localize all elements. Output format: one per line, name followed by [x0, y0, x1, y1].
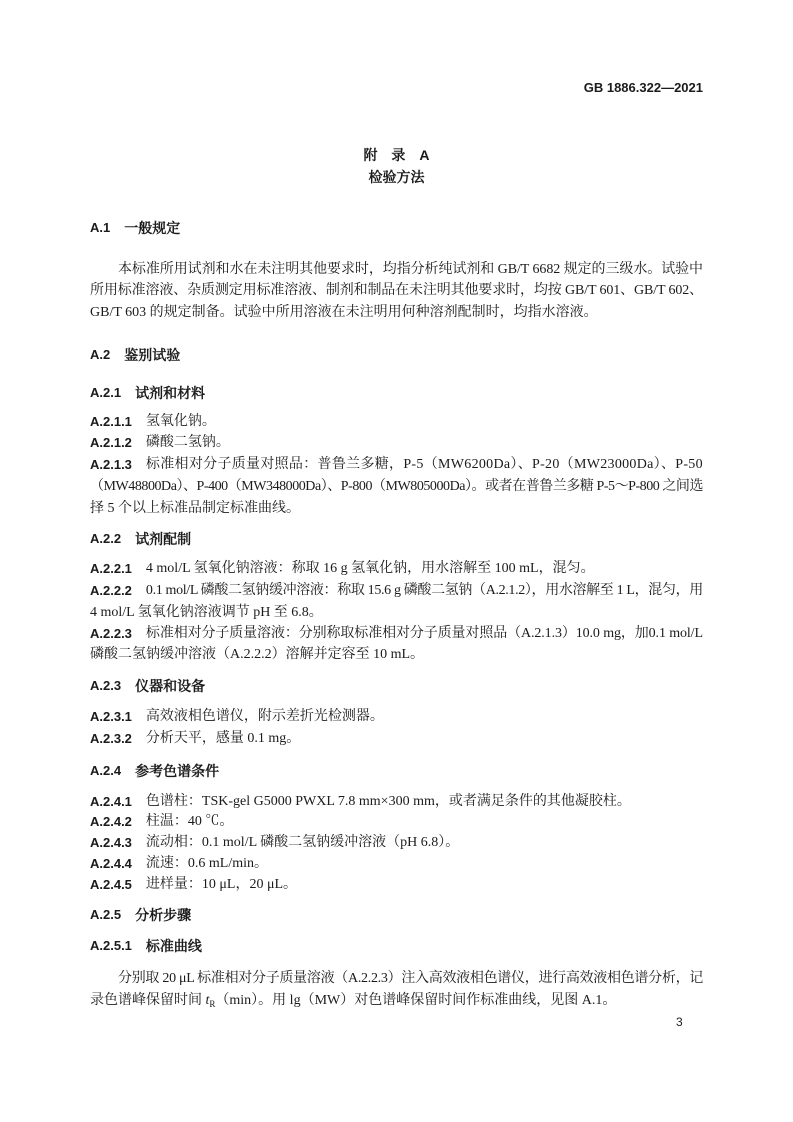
clause-a2-1-3: [90, 455, 703, 475]
clause-continuation-line: [90, 477, 703, 497]
text-segment: （min）。用 lg（MW）对色谱峰保留时间作标准曲线，见图 A.1。: [215, 993, 617, 1008]
clause-a2-2-3: [90, 624, 703, 644]
paragraph-line: [90, 303, 703, 323]
section-number: A.2.5.1: [90, 938, 132, 953]
clause-text: 流速：0.6 mL/min。: [145, 856, 269, 871]
section-heading-a2-4: [90, 761, 703, 781]
section-title: 一般规定: [124, 220, 181, 236]
standard-number: GB 1886.322—2021: [583, 80, 703, 95]
section-number: A.2.4: [90, 763, 122, 778]
clause-text: 氢氧化钠。: [145, 414, 216, 429]
clause-text: 流动相：0.1 mol/L 磷酸二氢钠缓冲溶液（pH 6.8）。: [145, 835, 460, 850]
section-heading-a2-5: [90, 905, 703, 925]
text-segment: 录色谱峰保留时间: [90, 993, 206, 1008]
clause-continuation-line: [90, 603, 703, 623]
retention-time-symbol: t: [205, 993, 210, 1008]
section-title: 仪器和设备: [135, 678, 206, 694]
section-heading-a2: [90, 345, 703, 365]
clause-text: 4 mol/L 氢氧化钠溶液：称取 16 g 氢氧化钠，用水溶解至 100 mL，混匀。: [145, 561, 595, 576]
clause-a2-4-5: [90, 875, 703, 895]
appendix-label: 附 录 A: [363, 147, 430, 163]
clause-a2-2-1: [90, 559, 703, 579]
paragraph-text: 分别取 20 μL 标准相对分子质量溶液（A.2.2.3）注入高效液相色谱仪，进行高效液相色谱分析，记: [118, 971, 703, 986]
section-title: 试剂配制: [135, 531, 192, 547]
clause-number: A.2.1.2: [90, 435, 132, 450]
clause-text: 色谱柱：TSK-gel G5000 PWXL 7.8 mm×300 mm，或者满足条件的其他凝胶柱。: [145, 794, 631, 809]
section-heading-a2-1: [90, 383, 703, 403]
section-title: 标准曲线: [145, 938, 202, 954]
section-heading-a1: [90, 218, 703, 238]
paragraph-text: 所用标准溶液、杂质测定用标准溶液、制剂和制品在未注明其他要求时，均按 GB/T 601、GB/T 602、: [90, 283, 703, 298]
section-number: A.2.2: [90, 531, 122, 546]
clause-a2-4-2: [90, 812, 703, 832]
clause-a2-4-1: [90, 792, 703, 812]
paragraph-line: [118, 260, 703, 280]
clause-text: 标准相对分子质量对照品：普鲁兰多糖，P-5（MW6200Da）、P-20（MW23000Da）、P-50: [145, 457, 703, 472]
clause-text: 柱温：40 ℃。: [145, 814, 234, 829]
clause-number: A.2.4.5: [90, 877, 132, 892]
clause-number: A.2.4.2: [90, 814, 132, 829]
clause-number: A.2.2.1: [90, 561, 132, 576]
section-title: 试剂和材料: [135, 385, 206, 401]
section-number: A.2.3: [90, 678, 122, 693]
clause-text: 高效液相色谱仪，附示差折光检测器。: [145, 709, 384, 724]
section-number: A.2: [90, 347, 111, 362]
section-number: A.2.5: [90, 907, 122, 922]
section-title: 参考色谱条件: [135, 763, 220, 779]
clause-text: 磷酸二氢钠。: [145, 435, 230, 450]
clause-text: 磷酸二氢钠缓冲溶液（A.2.2.2）溶解并定容至 10 mL。: [90, 647, 425, 662]
clause-number: A.2.2.2: [90, 583, 132, 598]
clause-text: 标准相对分子质量溶液：分别称取标准相对分子质量对照品（A.2.1.3）10.0 mg，加0.1 mol/L: [145, 626, 703, 641]
paragraph-text: [90, 991, 703, 1011]
clause-text: 4 mol/L 氢氧化钠溶液调节 pH 至 6.8。: [90, 605, 323, 620]
retention-time-subscript: R: [209, 999, 216, 1009]
clause-text: 分析天平，感量 0.1 mg。: [145, 731, 301, 746]
clause-number: A.2.4.3: [90, 835, 132, 850]
clause-a2-4-4: [90, 854, 703, 874]
page-number: 3: [676, 1015, 683, 1029]
section-number: A.1: [90, 220, 111, 235]
appendix-title: 检验方法: [368, 169, 425, 185]
paragraph-line: [118, 969, 703, 989]
clause-number: A.2.4.1: [90, 794, 132, 809]
section-heading-a2-5-1: [90, 936, 703, 956]
section-title: 分析步骤: [135, 907, 192, 923]
clause-a2-3-2: [90, 729, 703, 749]
clause-number: A.2.2.3: [90, 626, 132, 641]
clause-a2-2-2: [90, 581, 703, 601]
clause-number: A.2.1.1: [90, 414, 132, 429]
section-heading-a2-2: [90, 529, 703, 549]
paragraph-line: [90, 991, 703, 1011]
clause-a2-1-1: [90, 412, 703, 432]
clause-a2-3-1: [90, 707, 703, 727]
clause-text: 择 5 个以上标准品制定标准曲线。: [90, 501, 300, 516]
section-title: 鉴别试验: [124, 347, 181, 363]
section-heading-a2-3: [90, 676, 703, 696]
clause-text: 进样量：10 μL，20 μL。: [145, 877, 298, 892]
section-number: A.2.1: [90, 385, 122, 400]
clause-a2-1-2: [90, 433, 703, 453]
clause-number: A.2.1.3: [90, 457, 132, 472]
clause-text: 0.1 mol/L 磷酸二氢钠缓冲溶液：称取 15.6 g 磷酸二氢钠（A.2.1.2），用水溶解至 1 L，混匀，用: [145, 583, 703, 598]
clause-text: （MW48800Da）、P-400（MW348000Da）、P-800（MW805000Da）。或者在普鲁兰多糖 P-5～P-800 之间选: [90, 479, 703, 494]
paragraph-line: [90, 281, 703, 301]
clause-continuation-line: [90, 645, 703, 665]
clause-number: A.2.3.1: [90, 709, 132, 724]
paragraph-text: 本标准所用试剂和水在未注明其他要求时，均指分析纯试剂和 GB/T 6682 规定的三级水。试验中: [118, 262, 703, 277]
clause-number: A.2.3.2: [90, 731, 132, 746]
clause-continuation-line: [90, 499, 703, 519]
clause-a2-4-3: [90, 833, 703, 853]
clause-number: A.2.4.4: [90, 856, 132, 871]
paragraph-text: GB/T 603 的规定制备。试验中所用溶液在未注明用何种溶剂配制时，均指水溶液。: [90, 305, 598, 320]
